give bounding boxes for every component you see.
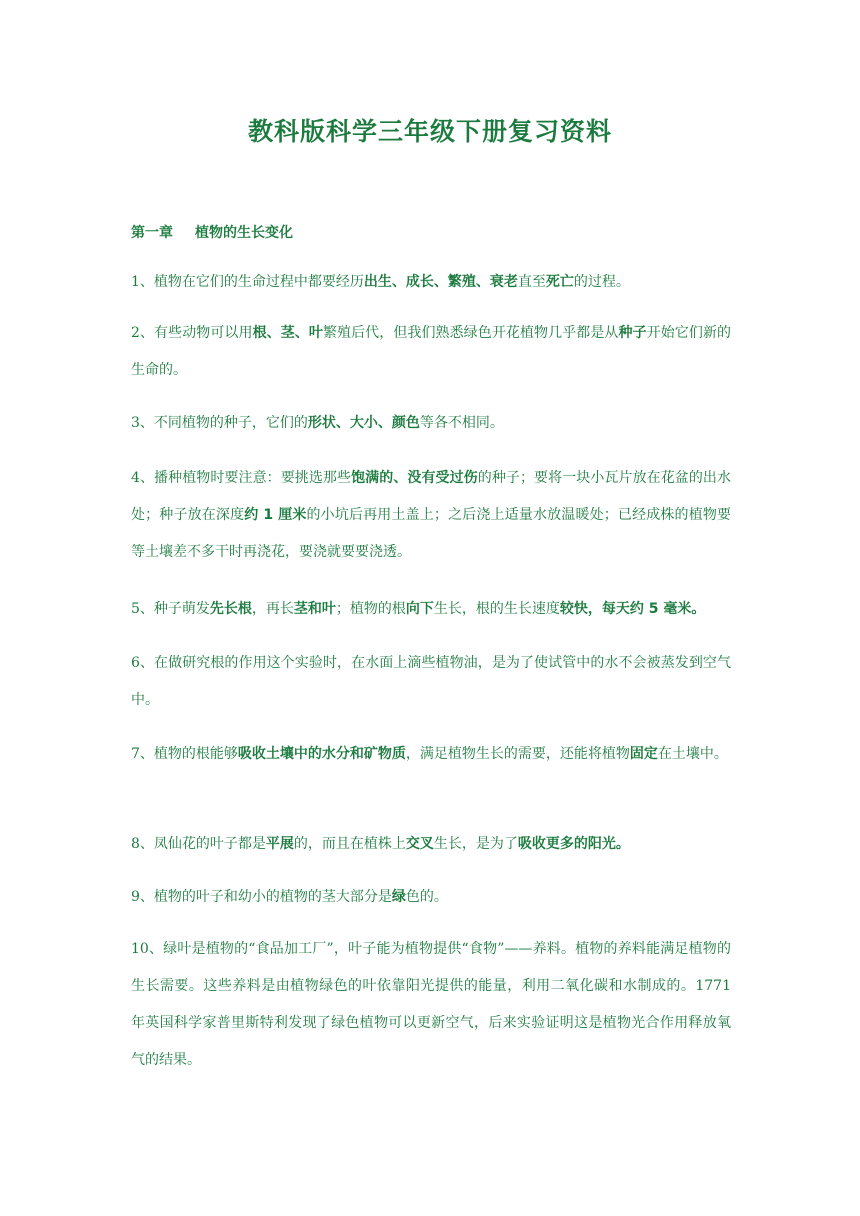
emphasis-text: 向下 (405, 601, 434, 617)
paragraph-text: 5、种子萌发 (131, 601, 210, 617)
paragraph-text: 的过程。 (573, 274, 630, 290)
paragraph-5 (131, 591, 731, 628)
emphasis-text: 形状、大小、颜色 (307, 415, 420, 431)
paragraph-text: 的，而且在植株上 (293, 836, 406, 852)
paragraph-7 (131, 736, 731, 773)
paragraph-text: 的种子；要将一块小瓦片放在花盆的出水处；种子放在深度 (131, 470, 732, 523)
emphasis-text: 绿 (391, 889, 406, 905)
paragraph-text: 7、植物的根能够 (131, 746, 238, 762)
emphasis-text: 固定 (629, 746, 658, 762)
paragraph-text: ，满足植物生长的需要，还能将植物 (405, 746, 630, 762)
chapter-heading (131, 222, 293, 242)
emphasis-text: 较快，每天约 5 毫米。 (559, 601, 706, 617)
paragraph-text: 4、播种植物时要注意：要挑选那些 (131, 470, 352, 486)
paragraph-text: 直至 (517, 274, 546, 290)
paragraph-text: ，再长 (251, 601, 294, 617)
paragraph-6 (131, 645, 731, 719)
emphasis-text: 交叉 (405, 836, 434, 852)
chapter-number: 第一章 (131, 225, 173, 241)
emphasis-text: 吸收更多的阳光。 (517, 836, 630, 852)
emphasis-text: 茎和叶 (293, 601, 336, 617)
emphasis-text: 种子 (618, 325, 647, 341)
paragraph-text: 3、不同植物的种子，它们的 (131, 415, 308, 431)
paragraph-text: 繁殖后代，但我们熟悉绿色开花植物几乎都是从 (322, 325, 619, 341)
emphasis-text: 约 1 厘米 (244, 507, 307, 523)
paragraph-text: 8、凤仙花的叶子都是 (131, 836, 266, 852)
paragraph-text: 等各不相同。 (419, 415, 504, 431)
paragraph-text: 生长，是为了 (433, 836, 518, 852)
paragraph-text: 在土壤中。 (657, 746, 728, 762)
paragraph-1 (131, 264, 731, 301)
emphasis-text: 死亡 (545, 274, 574, 290)
document-title: 教科版科学三年级下册复习资料 (247, 117, 612, 146)
paragraph-text: 1、植物在它们的生命过程中都要经历 (131, 274, 364, 290)
chapter-name: 植物的生长变化 (195, 225, 293, 241)
paragraph-9 (131, 879, 731, 916)
paragraph-text: 9、植物的叶子和幼小的植物的茎大部分是 (131, 889, 392, 905)
paragraph-text: ；植物的根 (335, 601, 406, 617)
paragraph-text: 色的。 (405, 889, 448, 905)
emphasis-text: 根、茎、叶 (252, 325, 323, 341)
paragraph-10 (131, 931, 731, 1079)
paragraph-3 (131, 405, 731, 442)
emphasis-text: 饱满的、没有受过伤 (351, 470, 478, 486)
paragraph-text: 2、有些动物可以用 (131, 325, 253, 341)
emphasis-text: 出生、成长、繁殖、衰老 (363, 274, 518, 290)
emphasis-text: 先长根 (209, 601, 252, 617)
paragraph-4 (131, 460, 731, 571)
paragraph-text: 6、在做研究根的作用这个实验时，在水面上滴些植物油，是为了使试管中的水不会被蒸发到空气中。 (131, 655, 731, 708)
paragraph-text: 生长，根的生长速度 (433, 601, 560, 617)
paragraph-text: 开始它们新的生命的。 (131, 325, 732, 378)
emphasis-text: 平展 (265, 836, 294, 852)
paragraph-text: 10、绿叶是植物的“食品加工厂”，叶子能为植物提供“食物”——养料。植物的养料能满足植物的生长需要。这些养料是由植物绿色的叶依靠阳光提供的能量，利用二氧化碳和水制成的。1771 年英国科学家普里斯特利发现了绿色植物可以更新空气，后来实验证明这是植物光合作用释放氧气的结果。 (131, 941, 731, 1068)
emphasis-text: 吸收土壤中的水分和矿物质 (237, 746, 406, 762)
paragraph-2 (131, 315, 731, 389)
paragraph-text: 的小坑后再用土盖上；之后浇上适量水放温暖处；已经成株的植物要等土壤差不多干时再浇花，要浇就要要浇透。 (131, 507, 732, 560)
paragraph-8 (131, 826, 731, 863)
